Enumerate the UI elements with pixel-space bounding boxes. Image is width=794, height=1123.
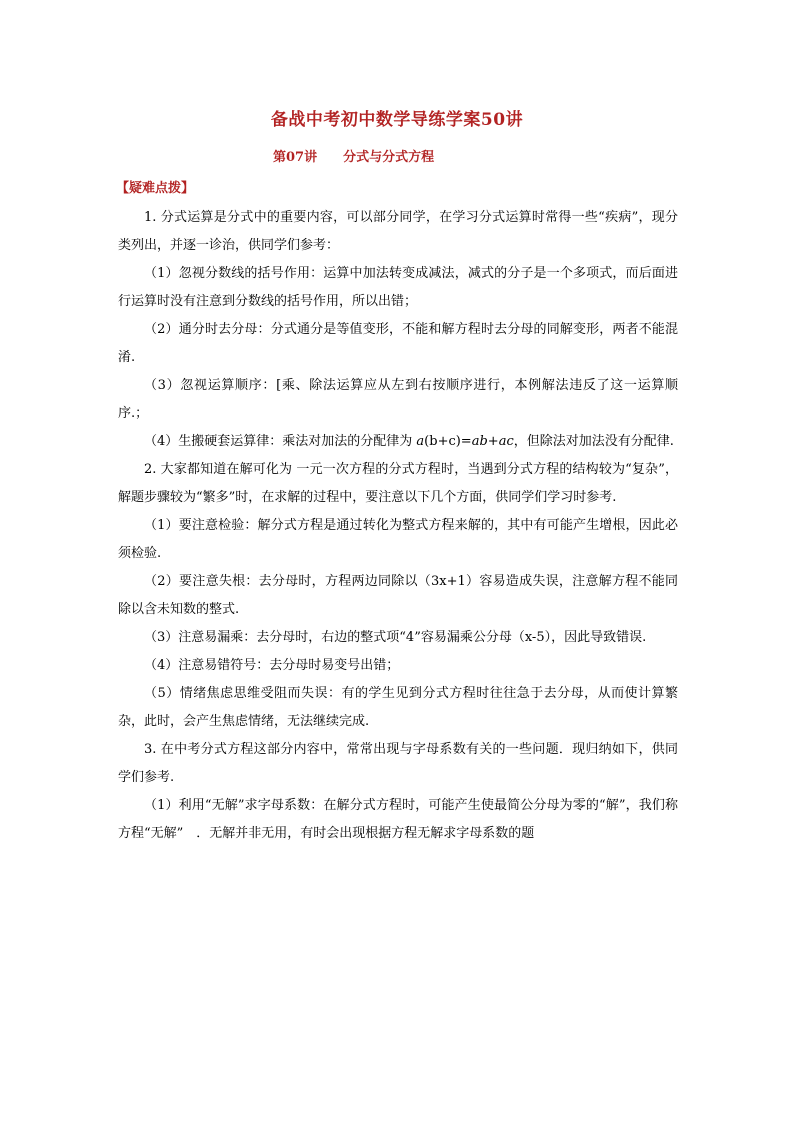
paragraph: （5）情绪焦虑思维受阻而失误：有的学生见到分式方程时往往急于去分母，从而使计算繁杂，此时，会产生焦虑情绪，无法继续完成. bbox=[118, 686, 678, 729]
paragraph: （2）要注意失根：去分母时，方程两边同除以（3x+1）容易造成失误，注意解方程不能同除以含未知数的整式. bbox=[118, 574, 678, 617]
paragraph: （3）注意易漏乘：去分母时，右边的整式项“4”容易漏乘公分母（x-5），因此导致错误. bbox=[144, 630, 647, 645]
paragraph: （3）忽视运算顺序：[乘、除法运算应从左到右按顺序进行，本例解法违反了这一运算顺序.； bbox=[118, 378, 678, 421]
lecture-topic: 分式与分式方程 bbox=[343, 150, 435, 165]
paragraph: （2）通分时去分母：分式通分是等值变形，不能和解方程时去分母的同解变形，两者不能混淆. bbox=[118, 322, 678, 365]
paragraph: 2. 大家都知道在解可化为 一元一次方程的分式方程时，当遇到分式方程的结构较为“复杂”，解题步骤较为“繁多”时，在求解的过程中，要注意以下几个方面，供同学们学习时参考. bbox=[118, 462, 678, 505]
paragraph: 1. 分式运算是分式中的重要内容，可以部分同学，在学习分式运算时常得一些“疾病”，现分类列出，并逐一诊治，供同学们参考： bbox=[118, 210, 678, 253]
lecture-subtitle bbox=[273, 146, 434, 165]
paragraph: （4）注意易错符号：去分母时易变号出错； bbox=[144, 658, 400, 673]
lecture-number: 第07讲 bbox=[273, 150, 318, 165]
document-title: 备战中考初中数学导练学案50讲 bbox=[270, 110, 524, 130]
paragraph: 3. 在中考分式方程这部分内容中，常常出现与字母系数有关的一些问题．现归纳如下，供同学们参考. bbox=[118, 742, 678, 785]
document-body bbox=[118, 204, 678, 848]
paragraph: （1）忽视分数线的括号作用：运算中加法转变成减法，减式的分子是一个多项式，而后面进行运算时没有注意到分数线的括号作用，所以出错； bbox=[118, 266, 678, 309]
paragraph: （4）生搬硬套运算律：乘法对加法的分配律为 a(b+c)=ab+ac，但除法对加法没有分配律. bbox=[144, 434, 674, 449]
section-heading: 【疑难点拨】 bbox=[116, 181, 195, 196]
paragraph: （1）要注意检验：解分式方程是通过转化为整式方程来解的，其中有可能产生增根，因此必须检验. bbox=[118, 518, 678, 561]
paragraph: （1）利用“无解”求字母系数：在解分式方程时，可能产生使最简公分母为零的“解”，我们称方程“无解” ．无解并非无用，有时会出现根据方程无解求字母系数的题 bbox=[118, 798, 678, 841]
